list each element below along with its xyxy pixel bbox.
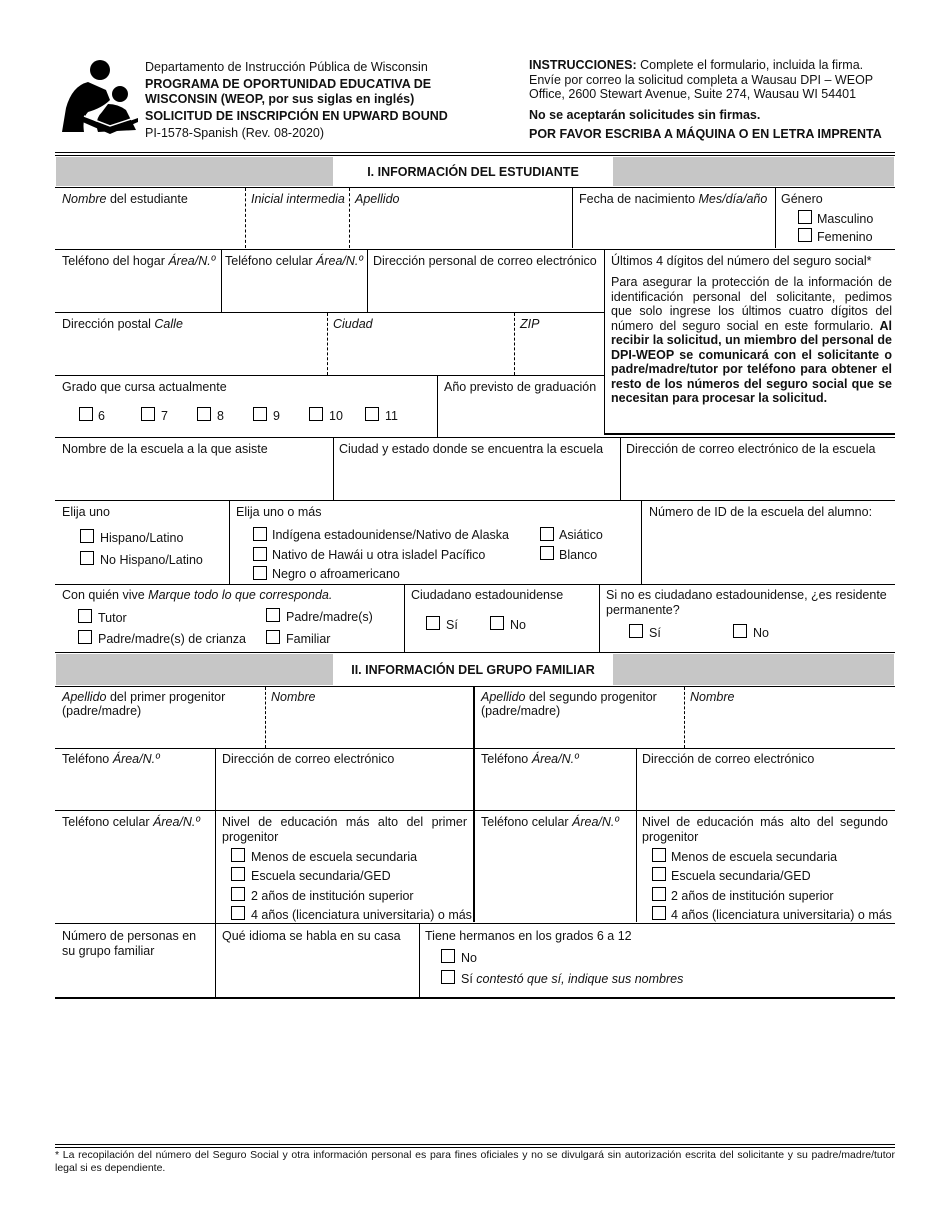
relative-checkbox[interactable] — [266, 630, 280, 644]
p1-edu-hs-checkbox[interactable] — [231, 867, 245, 881]
home-language-label: Qué idioma se habla en su casa — [222, 929, 401, 943]
race-label: Elija uno o más — [236, 505, 322, 519]
school-name-label: Nombre de la escuela a la que asiste — [62, 442, 268, 456]
parent1-email-label: Dirección de correo electrónico — [222, 752, 395, 766]
parent2-first-name-label: Nombre — [690, 690, 735, 704]
siblings-yes-label: Sí contestó que sí, indique sus nombres — [461, 972, 684, 986]
home-phone-label: Teléfono del hogar Área/N.º — [62, 254, 216, 268]
middle-initial-label: Inicial intermedia — [251, 192, 345, 206]
dept-name: Departamento de Instrucción Pública de Wisconsin — [145, 60, 428, 74]
school-email-label: Dirección de correo electrónico de la escuela — [626, 442, 876, 456]
grade-6-checkbox[interactable] — [79, 407, 93, 421]
ethnicity-label: Elija uno — [62, 505, 110, 519]
form-number: PI-1578-Spanish (Rev. 08-2020) — [145, 126, 325, 140]
siblings-yes-checkbox[interactable] — [441, 970, 455, 984]
grade-9-label: 9 — [273, 409, 280, 423]
parent1-phone-label: Teléfono Área/N.º — [62, 752, 160, 766]
personal-email-label: Dirección personal de correo electrónico — [373, 254, 597, 268]
p2-edu-hs-checkbox[interactable] — [652, 867, 666, 881]
native-american-label: Indígena estadounidense/Nativo de Alaska — [272, 528, 509, 542]
parent2-email-label: Dirección de correo electrónico — [642, 752, 815, 766]
grade-7-label: 7 — [161, 409, 168, 423]
p2-edu-hs-label: Escuela secundaria/GED — [671, 869, 811, 883]
p2-edu-2yr-label: 2 años de institución superior — [671, 889, 834, 903]
p1-edu-less-hs-label: Menos de escuela secundaria — [251, 850, 418, 864]
p2-edu-4yr-label: 4 años (licenciatura universitaria) o más — [671, 908, 892, 922]
p1-edu-hs-label: Escuela secundaria/GED — [251, 869, 391, 883]
pacific-islander-label: Nativo de Hawái u otra isladel Pacífico — [272, 548, 486, 562]
grade-11-checkbox[interactable] — [365, 407, 379, 421]
p1-edu-4yr-label: 4 años (licenciatura universitaria) o más — [251, 908, 472, 922]
resident-yes-label: Sí — [649, 626, 661, 640]
male-label: Masculino — [817, 212, 874, 226]
grade-7-checkbox[interactable] — [141, 407, 155, 421]
instructions-line3: Office, 2600 Stewart Avenue, Suite 274, Wausau WI 54401 — [529, 87, 857, 101]
grade-label: Grado que cursa actualmente — [62, 380, 227, 394]
gender-label: Género — [781, 192, 823, 206]
last-name-label: Apellido — [355, 192, 400, 206]
program-title-1: PROGRAMA DE OPORTUNIDAD EDUCATIVA DE — [145, 77, 432, 91]
citizen-yes-checkbox[interactable] — [426, 616, 440, 630]
resident-no-checkbox[interactable] — [733, 624, 747, 638]
pacific-islander-checkbox[interactable] — [253, 547, 267, 561]
citizen-no-label: No — [510, 618, 526, 632]
form-title: SOLICITUD DE INSCRIPCIÓN EN UPWARD BOUND — [145, 109, 448, 123]
p2-edu-4yr-checkbox[interactable] — [652, 906, 666, 920]
siblings-no-label: No — [461, 951, 477, 965]
dpi-logo-reader-icon — [58, 58, 140, 140]
female-label: Femenino — [817, 230, 873, 244]
siblings-no-checkbox[interactable] — [441, 949, 455, 963]
household-size-label: Número de personas en su grupo familiar — [62, 929, 197, 958]
native-american-checkbox[interactable] — [253, 527, 267, 541]
female-checkbox[interactable] — [798, 228, 812, 242]
no-signature-note: No se aceptarán solicitudes sin firmas. — [529, 108, 761, 122]
type-print-note: POR FAVOR ESCRIBA A MÁQUINA O EN LETRA IMPRENTA — [529, 127, 882, 141]
p1-edu-2yr-label: 2 años de institución superior — [251, 889, 414, 903]
citizen-no-checkbox[interactable] — [490, 616, 504, 630]
parent1-first-name-label: Nombre — [271, 690, 316, 704]
not-hispanic-label: No Hispano/Latino — [100, 553, 203, 567]
resident-no-label: No — [753, 626, 769, 640]
black-label: Negro o afroamericano — [272, 567, 400, 581]
program-title-2: WISCONSIN (WEOP, por sus siglas en inglés) — [145, 92, 415, 106]
section2-title: II. INFORMACIÓN DEL GRUPO FAMILIAR — [333, 654, 613, 685]
parent2-last-name-label: Apellido del segundo progenitor — [481, 690, 657, 704]
parent1-cell-label: Teléfono celular Área/N.º — [62, 815, 200, 829]
p1-edu-less-hs-checkbox[interactable] — [231, 848, 245, 862]
p2-edu-less-hs-checkbox[interactable] — [652, 848, 666, 862]
parent2-education-label: Nivel de educación más alto del segundo progenitor — [642, 815, 888, 844]
guardian-label: Tutor — [98, 611, 127, 625]
student-id-label: Número de ID de la escuela del alumno: — [649, 505, 873, 519]
grade-10-label: 10 — [329, 409, 343, 423]
male-checkbox[interactable] — [798, 210, 812, 224]
p2-edu-2yr-checkbox[interactable] — [652, 887, 666, 901]
footer-note: * La recopilación del número del Seguro Social y otra información personal es para fines oficiales y no se divulgará sin autorización escrita del solicitante y su padre/madre/tutor legal si es dependiente. — [55, 1149, 895, 1174]
parent1-education-label: Nivel de educación más alto del primer progenitor — [222, 815, 467, 844]
grade-8-checkbox[interactable] — [197, 407, 211, 421]
parent1-last-name-label-2: (padre/madre) — [62, 704, 142, 718]
citizen-yes-label: Sí — [446, 618, 458, 632]
resident-yes-checkbox[interactable] — [629, 624, 643, 638]
relative-label: Familiar — [286, 632, 331, 646]
instructions-line1: INSTRUCCIONES: Complete el formulario, incluida la firma. — [529, 58, 864, 72]
p1-edu-4yr-checkbox[interactable] — [231, 906, 245, 920]
white-label: Blanco — [559, 548, 598, 562]
student-first-name-label: Nombre del estudiante — [62, 192, 188, 206]
siblings-label: Tiene hermanos en los grados 6 a 12 — [425, 929, 632, 943]
foster-parents-label: Padre/madre(s) de crianza — [98, 632, 246, 646]
graduation-year-label: Año previsto de graduación — [444, 380, 597, 394]
grade-6-label: 6 — [98, 409, 105, 423]
instructions-line2: Envíe por correo la solicitud completa a Wausau DPI – WEOP — [529, 73, 874, 87]
p1-edu-2yr-checkbox[interactable] — [231, 887, 245, 901]
white-checkbox[interactable] — [540, 546, 554, 560]
parents-checkbox[interactable] — [266, 608, 280, 622]
dob-label: Fecha de nacimiento Mes/día/año — [579, 192, 768, 206]
school-city-label: Ciudad y estado donde se encuentra la escuela — [339, 442, 604, 456]
asian-checkbox[interactable] — [540, 527, 554, 541]
parents-label: Padre/madre(s) — [286, 610, 373, 624]
guardian-checkbox[interactable] — [78, 609, 92, 623]
foster-parents-checkbox[interactable] — [78, 630, 92, 644]
not-hispanic-checkbox[interactable] — [80, 551, 94, 565]
grade-8-label: 8 — [217, 409, 224, 423]
mailing-address-label: Dirección postal Calle — [62, 317, 183, 331]
grade-9-checkbox[interactable] — [253, 407, 267, 421]
hispanic-checkbox[interactable] — [80, 529, 94, 543]
p2-edu-less-hs-label: Menos de escuela secundaria — [671, 850, 838, 864]
grade-10-checkbox[interactable] — [309, 407, 323, 421]
permanent-resident-label: Si no es ciudadano estadounidense, ¿es residente permanente? — [606, 588, 887, 617]
section1-title: I. INFORMACIÓN DEL ESTUDIANTE — [333, 157, 613, 186]
lives-with-label: Con quién vive Marque todo lo que corresponda. — [62, 588, 333, 602]
grade-11-label: 11 — [385, 409, 398, 423]
parent1-last-name-label: Apellido del primer progenitor — [62, 690, 226, 704]
parent2-cell-label: Teléfono celular Área/N.º — [481, 815, 619, 829]
asian-label: Asiático — [559, 528, 603, 542]
ssn-label: Últimos 4 dígitos del número del seguro social* — [611, 254, 872, 268]
hispanic-label: Hispano/Latino — [100, 531, 184, 545]
city-label: Ciudad — [333, 317, 373, 331]
ssn-notice: Para asegurar la protección de la información de identificación personal del solicitante, pedimos que solo ingrese los últimos cuatro dígitos del número del seguro social en este formulario. Al recibir la solicitud, un miembro del personal de DPI-WEOP se comunicará con el solicitante o padre/madre/tutor por teléfono para obtener el resto de los números del seguro social que se necesitan para procesar la solicitud. — [611, 275, 893, 405]
cell-phone-label: Teléfono celular Área/N.º — [225, 254, 363, 268]
zip-label: ZIP — [520, 317, 540, 331]
parent2-phone-label: Teléfono Área/N.º — [481, 752, 579, 766]
black-checkbox[interactable] — [253, 566, 267, 580]
parent2-last-name-label-2: (padre/madre) — [481, 704, 561, 718]
citizen-label: Ciudadano estadounidense — [411, 588, 564, 602]
